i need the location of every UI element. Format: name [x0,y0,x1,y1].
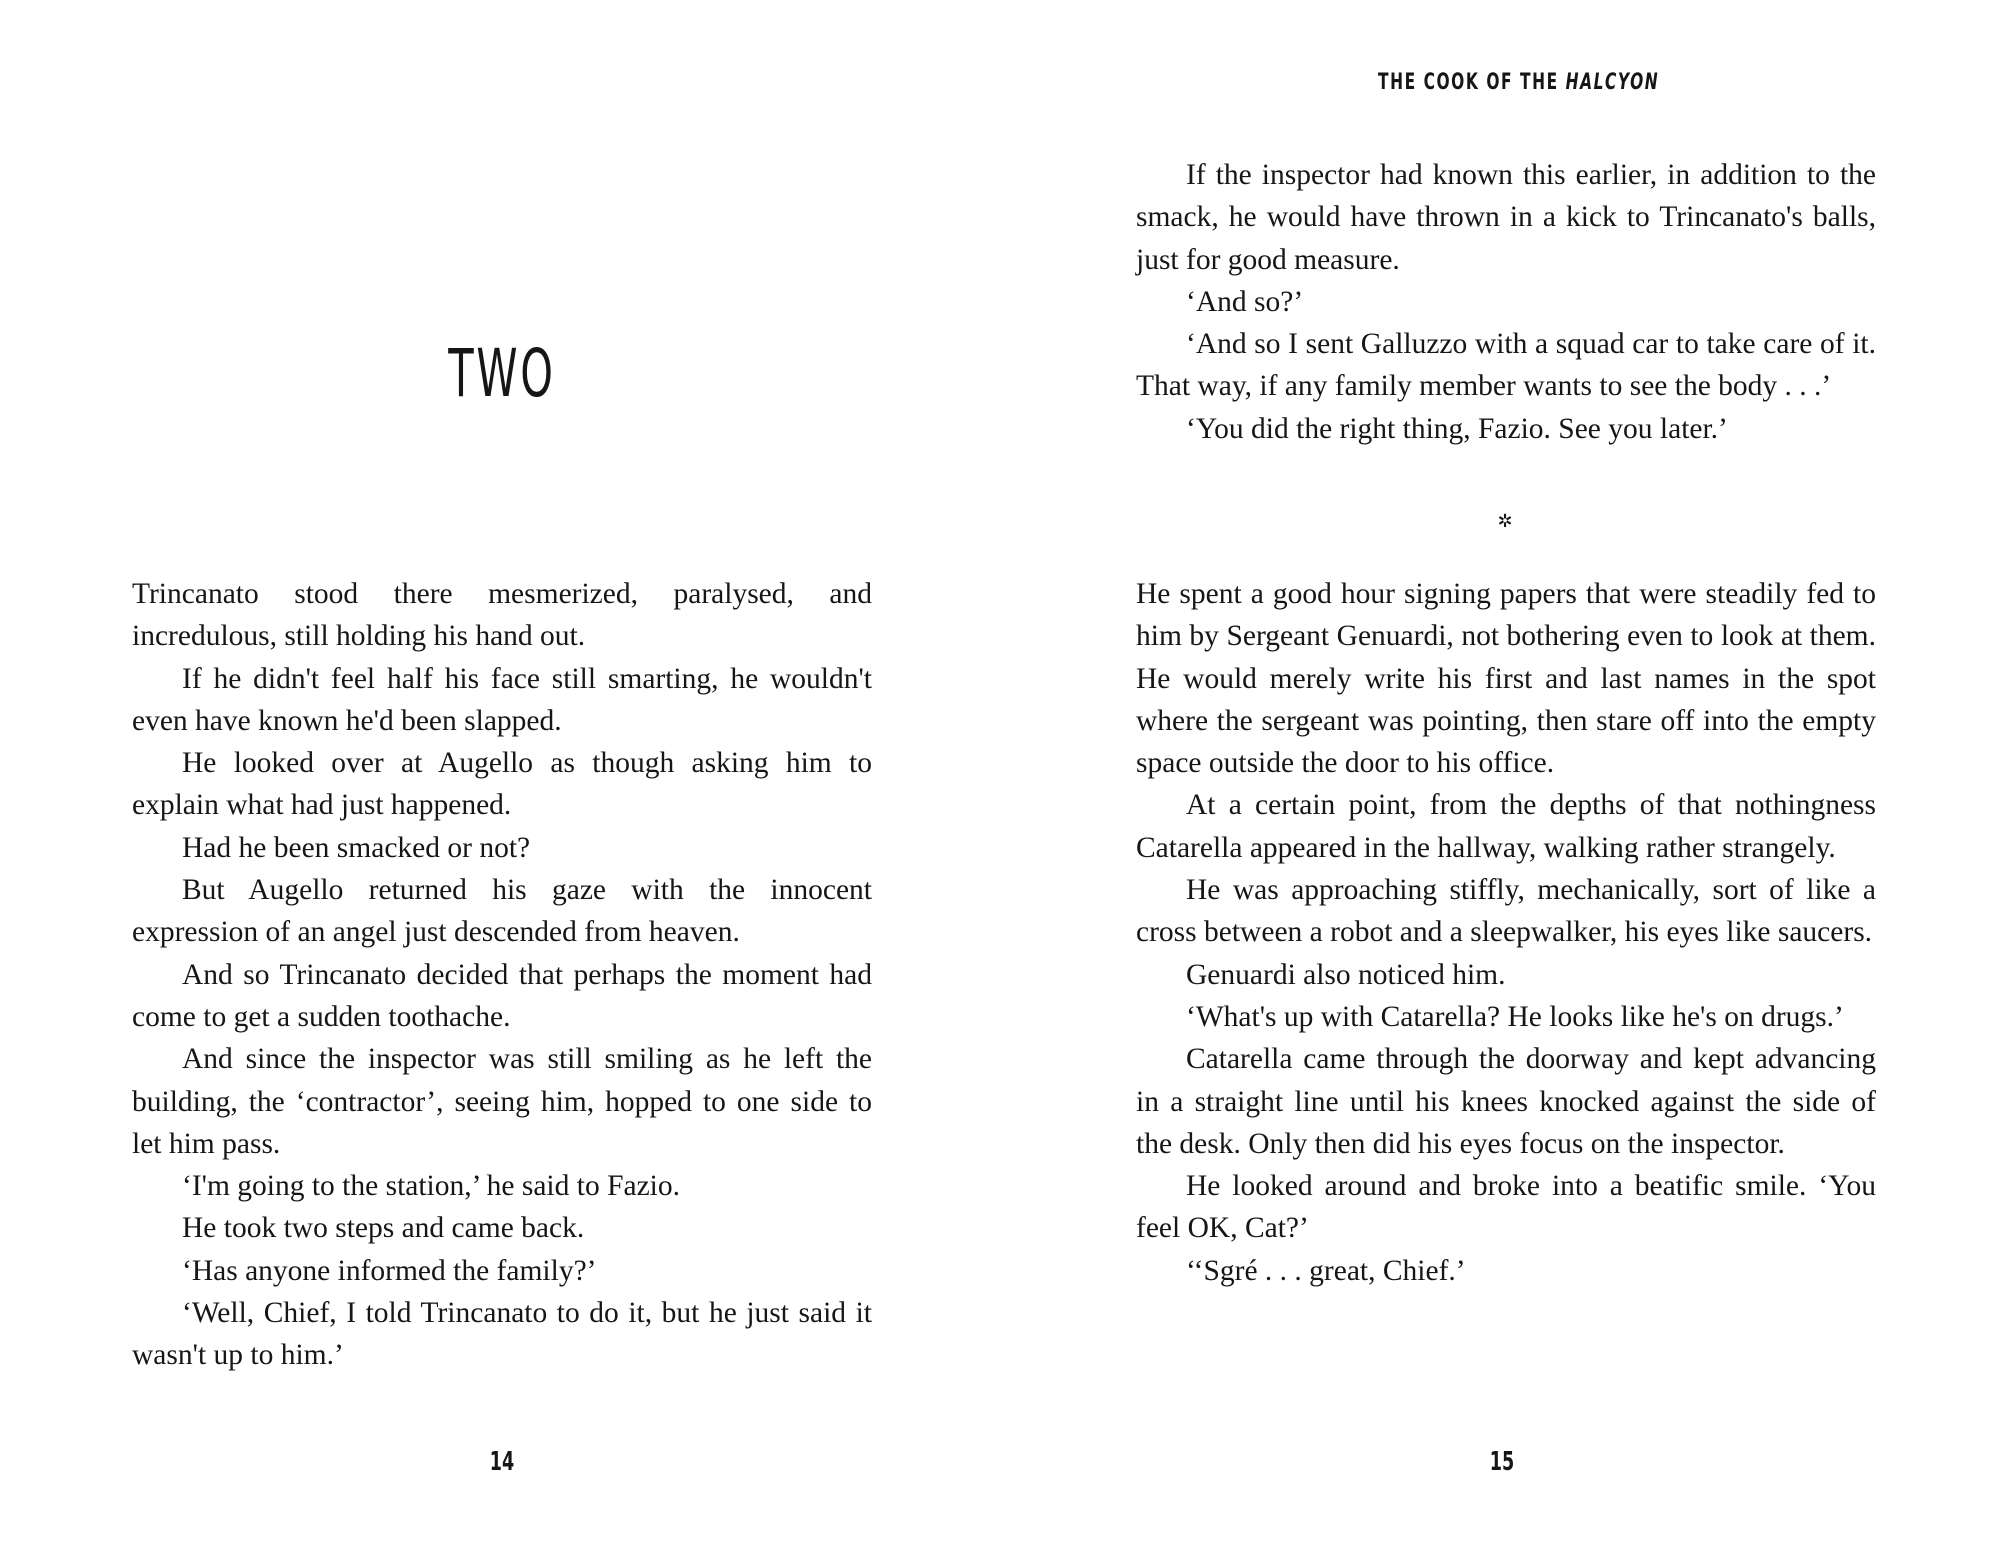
running-head-title: THE COOK OF THE [1378,70,1559,95]
scene-break-ornament: ✲ [1497,511,1513,532]
running-head [1378,70,1768,95]
paragraph: ‘Has anyone informed the family?’ [182,1254,597,1287]
paragraph: Trincanato stood there mesmerized, paralysed, and incredulous, still holding his hand out. [132,578,872,653]
paragraph: ‘You did the right thing, Fazio. See you later.’ [1186,412,1728,445]
left-page-body [132,573,872,1377]
paragraph: But Augello returned his gaze with the innocent expression of an angel just descended from heaven. [132,874,872,949]
paragraph: ‘‘Sgré . . . great, Chief.’ [1186,1254,1466,1287]
paragraph: ‘And so?’ [1186,285,1304,318]
running-head-ship-name: HALCYON [1565,70,1660,95]
chapter-title: TWO [448,335,556,412]
page-number: 14 [489,1447,515,1477]
paragraph: At a certain point, from the depths of that nothingness Catarella appeared in the hallway, walking rather strangely. [1136,789,1876,864]
paragraph: ‘Well, Chief, I told Trincanato to do it, but he just said it wasn't up to him.’ [132,1297,872,1372]
paragraph: Catarella came through the doorway and kept advancing in a straight line until his knees knocked against the side of the desk. Only then did his eyes focus on the inspector. [1136,1043,1876,1160]
paragraph: He looked around and broke into a beatific smile. ‘You feel OK, Cat?’ [1136,1170,1876,1245]
paragraph: ‘And so I sent Galluzzo with a squad car to take care of it. That way, if any family member wants to see the body . . .’ [1136,328,1876,403]
paragraph: If he didn't feel half his face still smarting, he wouldn't even have known he'd been slapped. [132,662,872,737]
paragraph: And since the inspector was still smiling as he left the building, the ‘contractor’, seeing him, hopped to one side to let him pass. [132,1043,872,1160]
paragraph: He looked over at Augello as though asking him to explain what had just happened. [132,747,872,822]
paragraph: He took two steps and came back. [182,1212,585,1245]
right-page-top-text [1136,154,1876,450]
paragraph: He was approaching stiffly, mechanically, sort of like a cross between a robot and a sleepwalker, his eyes like saucers. [1136,874,1876,949]
paragraph: ‘What's up with Catarella? He looks like he's on drugs.’ [1186,1000,1844,1033]
paragraph: ‘I'm going to the station,’ he said to Fazio. [182,1170,680,1203]
right-page-body [1136,573,1876,1292]
right-page [1000,0,2000,1545]
paragraph: Had he been smacked or not? [182,831,531,864]
page-number: 15 [1489,1447,1515,1477]
paragraph: Genuardi also noticed him. [1186,958,1506,991]
paragraph: He spent a good hour signing papers that were steadily fed to him by Sergeant Genuardi, not bothering even to look at them. He would merely write his first and last names in the spot where the sergeant was pointing, then stare off into the empty space outside the door to his office. [1136,578,1876,780]
paragraph: If the inspector had known this earlier, in addition to the smack, he would have thrown in a kick to Trincanato's balls, just for good measure. [1136,159,1876,276]
paragraph: And so Trincanato decided that perhaps the moment had come to get a sudden toothache. [132,958,872,1033]
